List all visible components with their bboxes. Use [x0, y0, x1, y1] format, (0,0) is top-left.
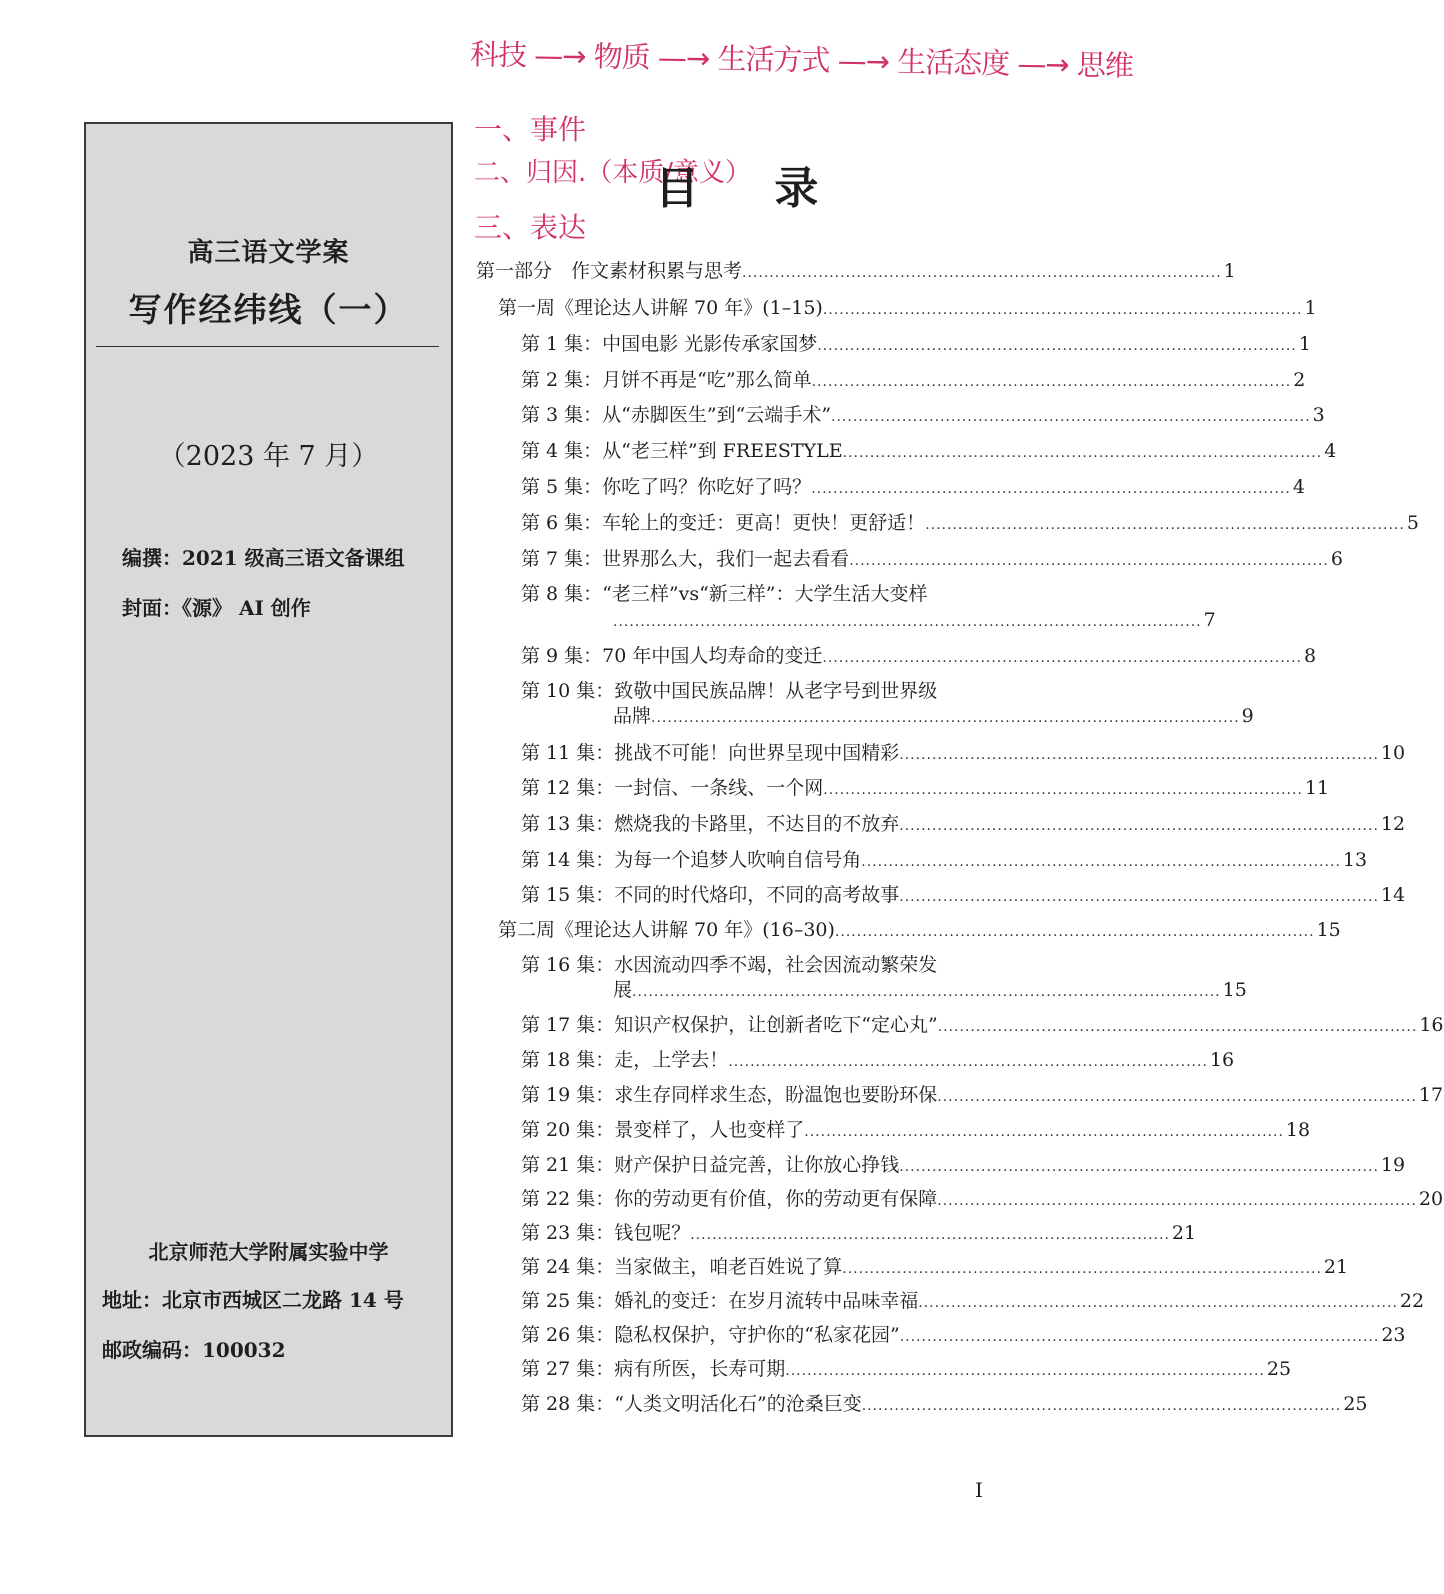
- toc-week-text: 第一周《理论达人讲解 70 年》(1–15): [498, 297, 823, 319]
- toc-episode-text: 走，上学去！: [614, 1049, 729, 1071]
- toc-episode-text: 从“老三样”到 FREESTYLE: [602, 440, 843, 462]
- toc-leader: ........................................................................................: [849, 553, 1329, 569]
- toc-episode-cont-text: 品牌: [613, 705, 652, 727]
- toc-page: 17: [1418, 1084, 1444, 1106]
- toc-episode[interactable]: [521, 1356, 1292, 1382]
- toc-week[interactable]: [498, 917, 1341, 943]
- toc-episode-label: 第 16 集：: [521, 954, 615, 976]
- toc-episode-label: 第 2 集：: [521, 369, 603, 391]
- toc-episode-text: 财产保护日益完善，让你放心挣钱: [614, 1154, 900, 1176]
- toc-page: 21: [1171, 1222, 1197, 1244]
- toc-part[interactable]: [476, 258, 1236, 284]
- handwriting-item1: 一、事件: [474, 113, 587, 146]
- toc-leader: ........................................................................................: [804, 1124, 1284, 1140]
- toc-episode[interactable]: [521, 847, 1368, 873]
- toc-episode[interactable]: [521, 1082, 1444, 1108]
- toc-episode-label: 第 27 集：: [521, 1358, 615, 1380]
- toc-leader: ........................................................................................: [937, 1193, 1417, 1209]
- toc-episode[interactable]: [521, 1322, 1406, 1348]
- toc-part-text: 作文素材积累与思考: [571, 260, 743, 282]
- toc-page: 21: [1323, 1256, 1349, 1278]
- toc-page: 3: [1312, 404, 1325, 426]
- toc-episode-text: “人类文明活化石”的沧桑巨变: [614, 1393, 862, 1415]
- toc-episode-label: 第 21 集：: [521, 1154, 615, 1176]
- toc-episode-label: 第 15 集：: [521, 884, 615, 906]
- toc-episode-text: 挑战不可能！向世界呈现中国精彩: [614, 742, 900, 764]
- toc-episode[interactable]: [521, 1288, 1425, 1314]
- toc-leader: ........................................................................................: [742, 265, 1222, 281]
- toc-leader: ........................................................................................: [899, 1329, 1380, 1345]
- toc-week-text: 第二周《理论达人讲解 70 年》(16–30): [498, 919, 835, 941]
- toc-leader: ........................................................................................: [925, 517, 1405, 533]
- toc-page: 12: [1380, 813, 1406, 835]
- toc-episode[interactable]: [521, 581, 984, 607]
- toc-episode[interactable]: [521, 1012, 1444, 1038]
- toc-episode[interactable]: [521, 882, 1406, 908]
- toc-episode-text: 月饼不再是“吃”那么简单: [602, 369, 812, 391]
- toc-page: 16: [1209, 1049, 1235, 1071]
- handwriting-line1: 科技 —→ 物质 —→ 生活方式 —→ 生活态度 —→ 思维: [469, 37, 1134, 83]
- toc-episode-text: 为每一个追梦人吹响自信号角: [614, 849, 862, 871]
- toc-episode[interactable]: [521, 1152, 1406, 1178]
- toc-episode-label: 第 11 集：: [521, 742, 615, 764]
- toc-leader: ........................................................................................: [785, 1363, 1265, 1379]
- toc-episode-text: “老三样”vs“新三样”：大学生活大变样: [602, 583, 928, 605]
- toc-episode-text: 当家做主，咱老百姓说了算: [614, 1256, 843, 1278]
- toc-leader: ........................................................................................: [822, 650, 1303, 666]
- toc-episode-label: 第 14 集：: [521, 849, 615, 871]
- toc-episode-label: 第 8 集：: [521, 583, 603, 605]
- toc-episode-label: 第 3 集：: [521, 404, 603, 426]
- toc-page: 14: [1380, 884, 1406, 906]
- toc-episode-label: 第 12 集：: [521, 777, 615, 799]
- toc-episode-text: 你吃了吗？你吃好了吗？: [602, 476, 812, 498]
- toc-page: 8: [1304, 645, 1317, 667]
- toc-page: 10: [1380, 742, 1406, 764]
- page-number: I: [975, 1478, 983, 1502]
- toc-episode-text: 世界那么大，我们一起去看看: [602, 548, 850, 570]
- toc-episode[interactable]: [521, 775, 1330, 801]
- toc-page: 18: [1285, 1119, 1311, 1141]
- handwriting-item2: 二、归因.（本质/意义）: [474, 158, 752, 188]
- toc-episode-text: 70 年中国人均寿命的变迁: [602, 645, 823, 667]
- toc-episode[interactable]: [521, 1117, 1311, 1143]
- toc-episode-continuation[interactable]: [613, 703, 1254, 729]
- toc-leader: ............................................................................................................: [632, 984, 1221, 1000]
- toc-leader: ........................................................................................: [899, 1159, 1379, 1175]
- toc-leader: ............................................................................................................: [651, 710, 1240, 726]
- toc-leader: ........................................................................................: [834, 924, 1315, 940]
- toc-episode-text: 钱包呢？: [614, 1222, 691, 1244]
- toc-episode-text: 燃烧我的卡路里，不达目的不放弃: [614, 813, 900, 835]
- toc-episode-label: 第 19 集：: [521, 1084, 615, 1106]
- toc-episode-text: 隐私权保护，守护你的“私家花园”: [614, 1324, 900, 1346]
- toc-leader: ............................................................................................................: [613, 614, 1202, 630]
- toc-episode-text: 不同的时代烙印，不同的高考故事: [614, 884, 900, 906]
- toc-episode[interactable]: [521, 952, 984, 978]
- toc-leader: ........................................................................................: [822, 302, 1303, 318]
- toc-leader: ........................................................................................: [817, 338, 1297, 354]
- toc-episode-label: 第 1 集：: [521, 333, 603, 355]
- toc-episode[interactable]: [521, 643, 1317, 669]
- toc-episode[interactable]: [521, 402, 1325, 428]
- toc-episode-text: 车轮上的变迁：更高！更快！更舒适！: [602, 512, 926, 534]
- toc-leader: ........................................................................................: [918, 1295, 1398, 1311]
- toc-leader: ........................................................................................: [937, 1019, 1418, 1035]
- toc-episode-text: 知识产权保护，让创新者吃下“定心丸”: [614, 1014, 938, 1036]
- toc-episode[interactable]: [521, 367, 1306, 393]
- toc-page: 4: [1292, 476, 1305, 498]
- toc-episode[interactable]: [521, 811, 1406, 837]
- toc-episode-label: 第 7 集：: [521, 548, 603, 570]
- cover-subtitle: 写作经纬线（一）: [128, 290, 409, 329]
- toc-episode-text: 景变样了，人也变样了: [614, 1119, 805, 1141]
- cover-divider: [96, 346, 439, 347]
- toc-episode-text: 致敬中国民族品牌！从老字号到世界级: [614, 680, 938, 702]
- toc-leader: ........................................................................................: [899, 889, 1379, 905]
- toc-episode-text: 中国电影 光影传承家国梦: [602, 333, 818, 355]
- toc-page: 9: [1241, 705, 1254, 727]
- toc-episode[interactable]: [521, 1186, 1444, 1212]
- toc-part-label: 第一部分: [476, 260, 553, 282]
- toc-episode-label: 第 24 集：: [521, 1256, 615, 1278]
- toc-episode-label: 第 23 集：: [521, 1222, 615, 1244]
- cover-panel: [84, 122, 453, 1437]
- toc-episode-text: 从“赤脚医生”到“云端手术”: [602, 404, 832, 426]
- toc-episode-label: 第 9 集：: [521, 645, 603, 667]
- cover-note: 封面：《源》 AI 创作: [122, 596, 311, 620]
- toc-episode-text: 求生存同样求生态，盼温饱也要盼环保: [614, 1084, 938, 1106]
- cover-school: 北京师范大学附属实验中学: [148, 1240, 389, 1264]
- toc-episode-label: 第 17 集：: [521, 1014, 615, 1036]
- toc-episode[interactable]: [521, 1047, 1235, 1073]
- toc-leader: ........................................................................................: [937, 1089, 1417, 1105]
- toc-episode-label: 第 26 集：: [521, 1324, 615, 1346]
- cover-date: （2023 年 7 月）: [158, 441, 379, 472]
- cover-title: 高三语文学案: [187, 238, 350, 268]
- toc-episode-label: 第 5 集：: [521, 476, 603, 498]
- toc-episode-text: 一封信、一条线、一个网: [614, 777, 824, 799]
- toc-leader: ........................................................................................: [811, 374, 1292, 390]
- toc-episode-label: 第 13 集：: [521, 813, 615, 835]
- toc-episode-label: 第 18 集：: [521, 1049, 615, 1071]
- toc-episode[interactable]: [521, 510, 1419, 536]
- toc-leader: ........................................................................................: [842, 1261, 1322, 1277]
- toc-episode[interactable]: [521, 1220, 1197, 1246]
- toc-page: 1: [1304, 297, 1317, 319]
- toc-episode[interactable]: [521, 678, 984, 704]
- toc-episode-text: 水因流动四季不竭，社会因流动繁荣发: [614, 954, 938, 976]
- toc-page: 19: [1380, 1154, 1406, 1176]
- toc-episode-text: 婚礼的变迁：在岁月流转中品味幸福: [614, 1290, 919, 1312]
- toc-page: 11: [1304, 777, 1330, 799]
- toc-episode-label: 第 6 集：: [521, 512, 603, 534]
- toc-page: 5: [1406, 512, 1419, 534]
- toc-episode[interactable]: [521, 740, 1406, 766]
- toc-title: 目 录: [655, 163, 849, 214]
- toc-episode-label: 第 25 集：: [521, 1290, 615, 1312]
- toc-page: 25: [1266, 1358, 1292, 1380]
- cover-editor: 编撰：2021 级高三语文备课组: [122, 546, 405, 570]
- handwriting-item3: 三、表达: [474, 211, 587, 244]
- toc-episode-label: 第 22 集：: [521, 1188, 615, 1210]
- toc-leader: ........................................................................................: [899, 818, 1379, 834]
- toc-episode-label: 第 28 集：: [521, 1393, 615, 1415]
- toc-page: 20: [1418, 1188, 1444, 1210]
- toc-page: 6: [1330, 548, 1343, 570]
- toc-episode-label: 第 20 集：: [521, 1119, 615, 1141]
- toc-page: 15: [1316, 919, 1341, 941]
- toc-leader: ........................................................................................: [831, 409, 1311, 425]
- toc-episode-text: 你的劳动更有价值，你的劳动更有保障: [614, 1188, 938, 1210]
- toc-page: 1: [1223, 260, 1236, 282]
- toc-episode-continuation[interactable]: [613, 977, 1247, 1003]
- toc-leader: ........................................................................................: [728, 1054, 1208, 1070]
- cover-postcode: 邮政编码：100032: [102, 1338, 286, 1362]
- toc-episode-label: 第 10 集：: [521, 680, 615, 702]
- toc-page: 1: [1298, 333, 1311, 355]
- cover-address: 地址：北京市西城区二龙路 14 号: [102, 1288, 404, 1312]
- toc-leader: ........................................................................................: [811, 481, 1291, 497]
- toc-page: 13: [1342, 849, 1368, 871]
- toc-page: 15: [1222, 979, 1247, 1001]
- toc-leader: ........................................................................................: [690, 1227, 1170, 1243]
- toc-week[interactable]: [498, 295, 1317, 321]
- toc-page: 16: [1419, 1014, 1444, 1036]
- toc-leader: ........................................................................................: [861, 1398, 1342, 1414]
- toc-page: 2: [1293, 369, 1306, 391]
- toc-page: 22: [1399, 1290, 1425, 1312]
- toc-page: 4: [1324, 440, 1337, 462]
- toc-episode[interactable]: [521, 331, 1311, 357]
- toc-episode-label: 第 4 集：: [521, 440, 603, 462]
- toc-episode[interactable]: [521, 1254, 1349, 1280]
- toc-page: 25: [1343, 1393, 1368, 1415]
- toc-episode[interactable]: [521, 474, 1305, 500]
- toc-page: 23: [1381, 1324, 1406, 1346]
- toc-episode-text: 病有所医，长寿可期: [614, 1358, 786, 1380]
- toc-leader: ........................................................................................: [823, 782, 1303, 798]
- toc-leader: ........................................................................................: [842, 445, 1323, 461]
- toc-episode[interactable]: [521, 546, 1343, 572]
- toc-page: 7: [1203, 609, 1216, 631]
- toc-leader: ........................................................................................: [861, 854, 1341, 870]
- toc-episode[interactable]: [521, 1391, 1368, 1417]
- toc-episode[interactable]: [521, 438, 1337, 464]
- toc-episode-continuation[interactable]: [613, 607, 1216, 633]
- toc-leader: ........................................................................................: [899, 747, 1379, 763]
- toc-episode-cont-text: 展: [613, 979, 633, 1001]
